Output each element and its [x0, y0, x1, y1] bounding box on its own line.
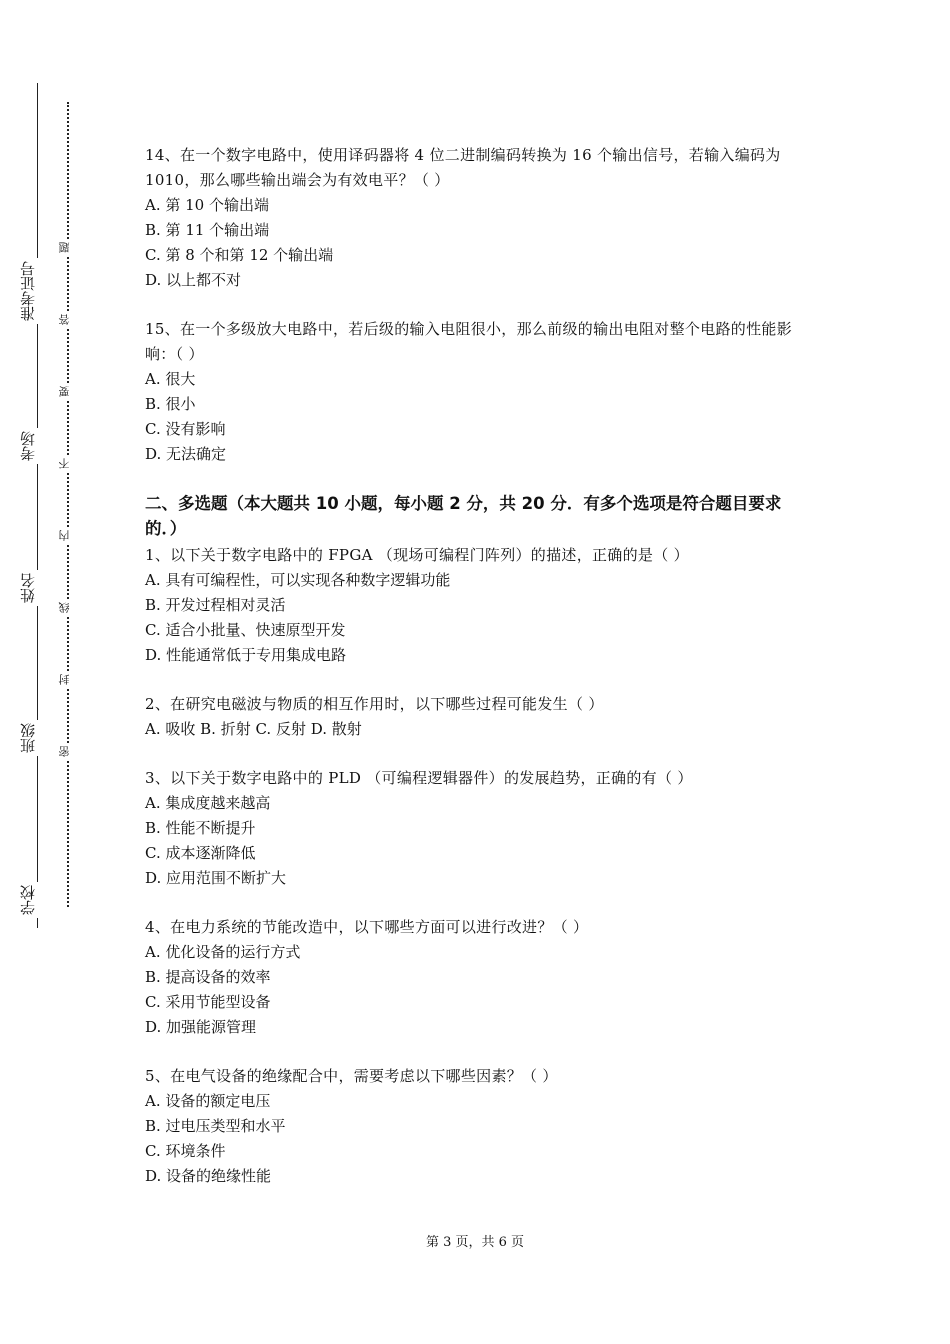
option-a: A. 设备的额定电压 [145, 1092, 271, 1110]
option-b: B. 提高设备的效率 [145, 968, 271, 986]
option-d: D. 无法确定 [145, 445, 227, 463]
seal-char: 密 [58, 744, 78, 759]
question-15 [145, 317, 810, 467]
seal-char: 题 [58, 240, 78, 255]
seal-char: 要 [58, 384, 78, 399]
option-d: D. 设备的绝缘性能 [145, 1167, 272, 1185]
option-b: B. 很小 [145, 395, 196, 413]
question-multi-2 [145, 692, 810, 742]
option-a: A. 优化设备的运行方式 [145, 943, 301, 961]
question-stem: 14、在一个数字电路中，使用译码器将 4 位二进制编码转换为 16 个输出信号，若输入编码为 1010，那么哪些输出端会为有效电平？（ ） [145, 146, 781, 189]
binding-solid-line [37, 83, 38, 928]
options-inline: A. 吸收 B. 折射 C. 反射 D. 散射 [145, 720, 362, 738]
field-school-label: 学校 [20, 882, 54, 918]
option-a: A. 具有可编程性，可以实现各种数字逻辑功能 [145, 571, 451, 589]
question-stem: 1、以下关于数字电路中的 FPGA （现场可编程门阵列）的描述，正确的是（ ） [145, 546, 689, 564]
seal-char: 答 [58, 312, 78, 327]
question-stem: 4、在电力系统的节能改造中，以下哪些方面可以进行改进？（ ） [145, 918, 589, 936]
option-a: A. 第 10 个输出端 [145, 196, 269, 214]
question-multi-1 [145, 543, 810, 668]
question-stem: 2、在研究电磁波与物质的相互作用时，以下哪些过程可能发生（ ） [145, 695, 604, 713]
seal-char: 封 [58, 672, 78, 687]
seal-char: 内 [58, 528, 78, 543]
option-c: C. 环境条件 [145, 1142, 226, 1160]
option-c: C. 成本逐渐降低 [145, 844, 256, 862]
option-d: D. 性能通常低于专用集成电路 [145, 646, 347, 664]
option-b: B. 过电压类型和水平 [145, 1117, 286, 1135]
field-exam-room-label: 考场 [20, 428, 54, 464]
option-b: B. 第 11 个输出端 [145, 221, 270, 239]
option-b: B. 开发过程相对灵活 [145, 596, 286, 614]
question-multi-5 [145, 1064, 810, 1189]
binding-margin [0, 0, 110, 1344]
field-name-label: 姓名 [20, 570, 54, 606]
question-14 [145, 143, 810, 293]
exam-content [145, 143, 810, 1213]
section-heading-multiple-choice: 二、多选题（本大题共 10 小题，每小题 2 分，共 20 分．有多个选项是符合题目要求的．） [145, 494, 782, 538]
page-footer: 第 3 页，共 6 页 [425, 1235, 525, 1250]
option-c: C. 适合小批量、快速原型开发 [145, 621, 346, 639]
question-stem: 15、在一个多级放大电路中，若后级的输入电阻很小，那么前级的输出电阻对整个电路的性能影响：（ ） [145, 320, 792, 363]
option-a: A. 集成度越来越高 [145, 794, 271, 812]
option-d: D. 加强能源管理 [145, 1018, 257, 1036]
option-c: C. 第 8 个和第 12 个输出端 [145, 246, 334, 264]
field-exam-number-label: 准考证号 [20, 258, 54, 324]
question-stem: 3、以下关于数字电路中的 PLD （可编程逻辑器件）的发展趋势，正确的有（ ） [145, 769, 693, 787]
option-b: B. 性能不断提升 [145, 819, 256, 837]
option-c: C. 采用节能型设备 [145, 993, 271, 1011]
option-d: D. 应用范围不断扩大 [145, 869, 287, 887]
seal-char: 线 [58, 600, 78, 615]
seal-char: 不 [58, 456, 78, 471]
question-multi-3 [145, 766, 810, 891]
question-multi-4 [145, 915, 810, 1040]
option-c: C. 没有影响 [145, 420, 226, 438]
question-stem: 5、在电气设备的绝缘配合中，需要考虑以下哪些因素？（ ） [145, 1067, 558, 1085]
field-class-label: 班级 [20, 720, 54, 756]
option-a: A. 很大 [145, 370, 196, 388]
option-d: D. 以上都不对 [145, 271, 242, 289]
seal-dotted-line [67, 102, 69, 907]
